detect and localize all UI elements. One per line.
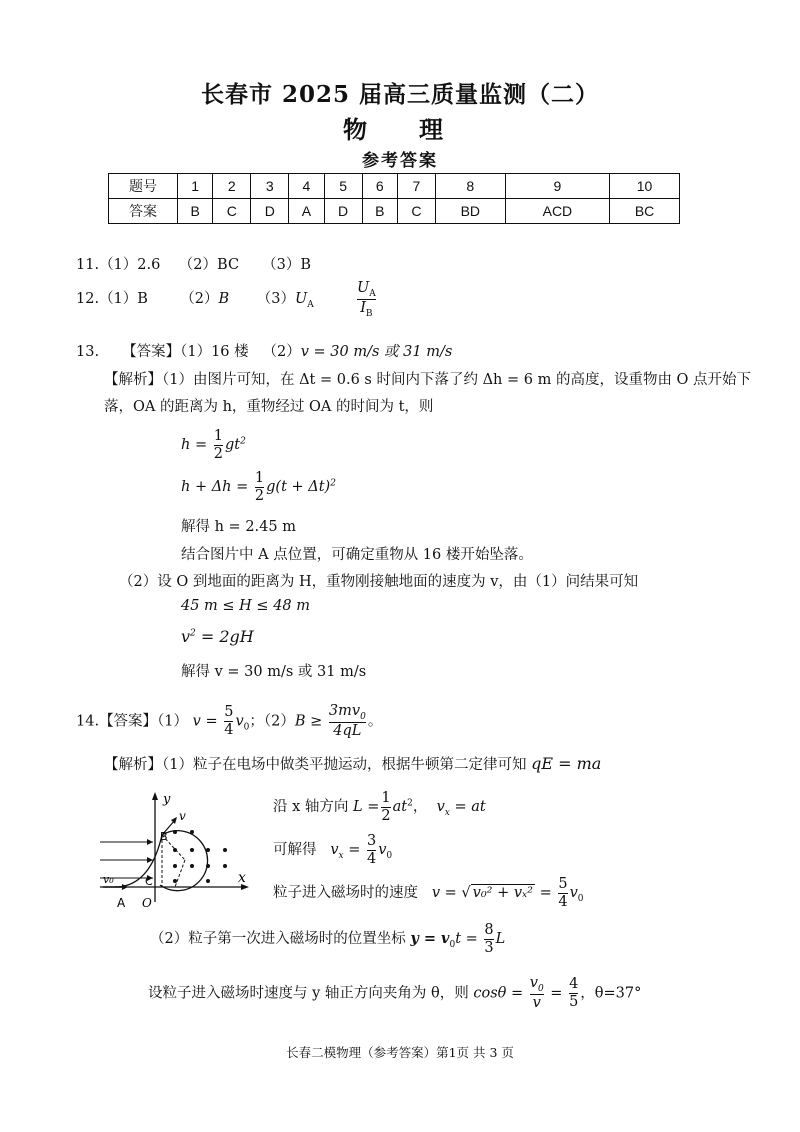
q13-number: 13. [76, 344, 100, 360]
q11-part1: （1）2.6 [99, 257, 161, 273]
question-number-row [109, 174, 680, 199]
v0-label: v₀ [103, 873, 114, 886]
q12-part3-var: U [295, 291, 308, 307]
q13-equation-2: h + Δh = $\frac{1}{2}$ $g(t + \Delta t)^2$ [181, 470, 336, 504]
table-cell: 4 [289, 174, 324, 199]
table-cell: 10 [610, 174, 680, 199]
q14-solve-vx: 可解得 $v_x$ = $\frac{3}{4}$ $v_0$ [273, 833, 393, 867]
q12-part3-sub: A [307, 299, 314, 310]
q11-line [76, 253, 311, 274]
q14-angle: 设粒子进入磁场时速度与 y 轴正方向夹角为 θ，则 cosθ = $\frac{v_0}{v}$ = $\frac{4}{5}$ ，θ=37° [148, 975, 642, 1012]
table-cell: D [324, 199, 362, 224]
table-cell: 5 [324, 174, 362, 199]
q12-part2-value: B [218, 291, 230, 307]
q12-number: 12. [76, 291, 100, 307]
table-cell: A [289, 199, 324, 224]
point-b-label: B [160, 830, 168, 843]
q13-equation-3: $v^2 = 2gH$ [181, 627, 254, 646]
answer-row [109, 199, 680, 224]
table-cell: ACD [505, 199, 609, 224]
answer-key-title: 参考答案 [362, 151, 438, 171]
table-cell: 8 [435, 174, 505, 199]
table-cell: B [178, 199, 213, 224]
subject-title: 物 理 [343, 115, 457, 144]
q14-part2: （2）粒子第一次进入磁场时的位置坐标 $y = v_0t$ = $\frac{8}{3}$ L [150, 922, 506, 956]
velocity-label: v [179, 809, 186, 823]
row-label-answer: 答案 [109, 199, 178, 224]
q13-analysis-line2: 落，OA 的距离为 h，重物经过 OA 的时间为 t，则 [104, 399, 434, 415]
y-axis-label: y [163, 792, 171, 807]
table-cell: 7 [397, 174, 435, 199]
q11-number: 11. [76, 257, 100, 273]
q12-part2: （2） [180, 291, 219, 307]
table-cell: C [397, 199, 435, 224]
q12-line [76, 287, 314, 310]
q13-analysis-text1: （1）由图片可知，在 Δt = 0.6 s 时间内下落了约 Δh = 6 m 的高度，设重物由 O 点开始下 [162, 372, 752, 388]
q12-frac-denominator: $I_B$ [357, 299, 376, 319]
page-title: 长春市 2025 届高三质量监测（二） [200, 81, 600, 108]
q12-part3: （3） [256, 291, 295, 307]
q14-analysis-line1: 【解析】（1）粒子在电场中做类平抛运动，根据牛顿第二定律可知 qE = ma [104, 754, 602, 773]
table-cell: D [251, 199, 289, 224]
q13-analysis-line1 [104, 368, 751, 389]
y-axis-arrow [152, 792, 158, 800]
q14-entry-speed: 粒子进入磁场时的速度 v = √ v₀² + vₓ² = $\frac{5}{4}$ $v_0$ [273, 876, 584, 910]
origin-label: O [142, 896, 152, 910]
q13-answer-b: （2） [262, 344, 301, 360]
table-cell: 9 [505, 174, 609, 199]
q14-answer-tag: 【答案】 [99, 713, 158, 730]
table-cell: 6 [362, 174, 397, 199]
table-cell: C [213, 199, 251, 224]
q13-answer-b-expr: v = 30 m/s 或 31 m/s [300, 344, 453, 360]
q13-part2: （2）设 O 到地面的距离为 H，重物刚接触地面的速度为 v，由（1）问结果可知 [119, 574, 639, 590]
q14-analysis-tag: 【解析】 [104, 757, 162, 773]
q11-part3: （3）B [262, 257, 311, 273]
q13-analysis-tag: 【解析】 [104, 372, 162, 388]
table-cell: 2 [213, 174, 251, 199]
x-axis-label: x [238, 870, 246, 886]
q14-answer-line: 14.【答案】（1） v = $\frac{5}{4}$ $v_0$；（2）B ≥ $\frac{3mv_0}{4qL}$ 。 [76, 703, 383, 740]
q13-solve-1: 解得 h = 2.45 m [181, 519, 296, 535]
q14-number: 14. [76, 713, 100, 730]
q13-equation-1: h = $\frac{1}{2}$ $gt^2$ [181, 428, 246, 462]
page-footer: 长春二模物理（参考答案）第1页 共 3 页 [286, 1045, 514, 1060]
q12-part1: （1）B [99, 291, 148, 307]
q13-solve-2: 解得 v = 30 m/s 或 31 m/s [181, 664, 367, 680]
point-c-label: C [145, 875, 153, 888]
row-label-number: 题号 [109, 174, 178, 199]
answer-table [108, 173, 680, 224]
table-cell: B [362, 199, 397, 224]
q13-answer-tag: 【答案】 [122, 344, 181, 360]
q12-fraction [357, 280, 376, 319]
table-cell: 1 [178, 174, 213, 199]
table-cell: BD [435, 199, 505, 224]
table-cell: 3 [251, 174, 289, 199]
q14-x-direction: 沿 x 轴方向 L = $\frac{1}{2}$ $at^2$， $v_x$ = at [273, 790, 486, 824]
particle-trajectory-figure [95, 790, 255, 915]
q11-part2: （2）BC [178, 257, 240, 273]
q13-conclusion: 结合图片中 A 点位置，可确定重物从 16 楼开始坠落。 [181, 547, 533, 563]
q12-frac-numerator: $U_A$ [357, 280, 376, 299]
table-cell: BC [610, 199, 680, 224]
magnetic-field-dots [173, 830, 227, 883]
q13-answer-line [76, 340, 452, 361]
q13-answer-a: （1）16 楼 [180, 344, 249, 360]
q13-range: 45 m ≤ H ≤ 48 m [181, 598, 310, 614]
point-a-label: A [117, 896, 126, 910]
